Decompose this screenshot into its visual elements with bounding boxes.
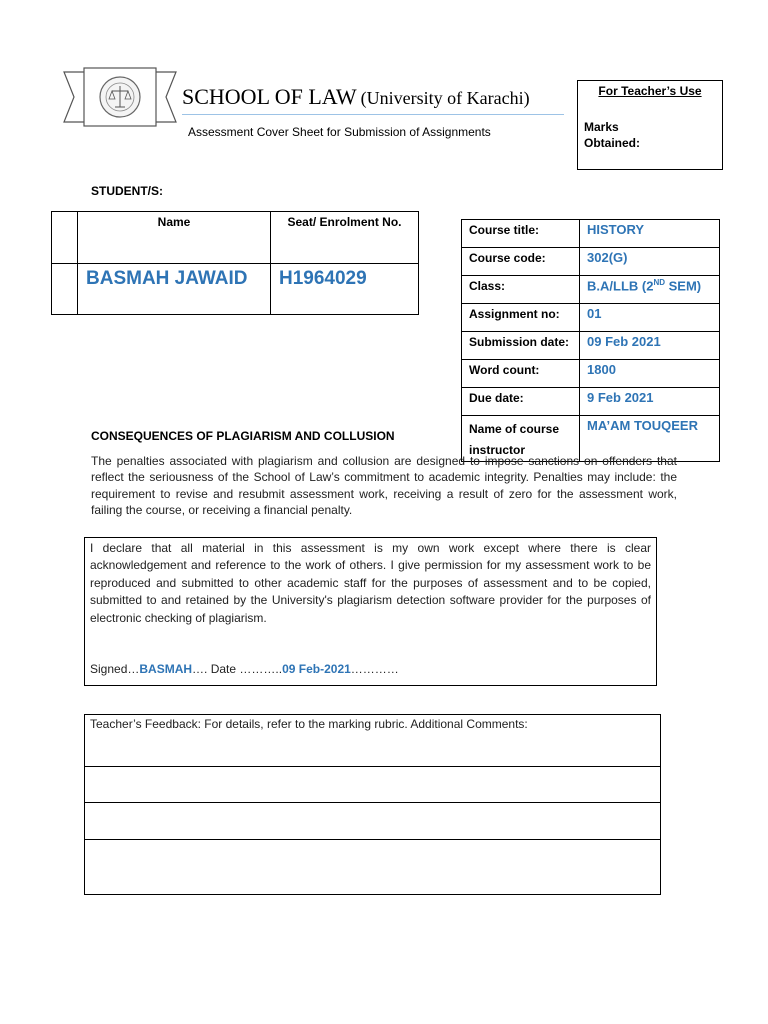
page-subtitle: Assessment Cover Sheet for Submission of Assignments [188, 125, 491, 139]
signed-date: 09 Feb-2021 [282, 662, 351, 676]
name-column-header: Name [78, 212, 271, 264]
submission-date-label: Submission date: [462, 332, 580, 360]
signature-line: Signed…BASMAH…. Date ………..09 Feb-2021………… [90, 662, 399, 676]
page-title: SCHOOL OF LAW (University of Karachi) [182, 84, 530, 109]
class-value: B.A/LLB (2ND SEM) [580, 276, 720, 304]
student-index-cell [52, 212, 78, 264]
feedback-row-divider [85, 839, 660, 840]
signed-name: BASMAH [139, 662, 193, 676]
teacher-use-box [577, 80, 723, 170]
student-seat-number: H1964029 [271, 264, 419, 315]
course-code-value: 302(G) [580, 248, 720, 276]
student-table [51, 211, 419, 315]
student-name: BASMAH JAWAID [78, 264, 271, 315]
teacher-feedback-label: Teacher’s Feedback: For details, refer to the marking rubric. Additional Comments: [90, 717, 528, 731]
assignment-no-value: 01 [580, 304, 720, 332]
instructor-value: MA’AM TOUQEER [580, 416, 720, 462]
feedback-row-divider [85, 802, 660, 803]
course-code-label: Course code: [462, 248, 580, 276]
instructor-label: Name of course instructor [462, 416, 580, 462]
assignment-no-label: Assignment no: [462, 304, 580, 332]
word-count-value: 1800 [580, 360, 720, 388]
marks-obtained-label: Marks Obtained: [584, 120, 640, 150]
student-index-cell [52, 264, 78, 315]
submission-date-value: 09 Feb 2021 [580, 332, 720, 360]
declaration-box [84, 537, 657, 686]
due-date-value: 9 Feb 2021 [580, 388, 720, 416]
course-title-value: HISTORY [580, 220, 720, 248]
plagiarism-paragraph: The penalties associated with plagiarism and collusion are designed to impose sanctions on offenders that reflect the seriousness of the School of Law’s commitment to academic integrity. Penalties may include: the requirement to revise and resubmit assessment work, receiving a result of zero for the assessment work, failing the course, or receiving a financial penalty. [91, 454, 677, 518]
title-divider [182, 114, 564, 115]
course-title-label: Course title: [462, 220, 580, 248]
teacher-use-heading: For Teacher’s Use [598, 84, 702, 98]
teacher-feedback-box [84, 714, 661, 895]
due-date-label: Due date: [462, 388, 580, 416]
plagiarism-heading: CONSEQUENCES OF PLAGIARISM AND COLLUSION [91, 429, 395, 443]
class-value-sup: ND [653, 278, 666, 287]
school-logo [62, 66, 178, 128]
word-count-label: Word count: [462, 360, 580, 388]
students-label: STUDENT/S: [91, 184, 163, 198]
declaration-text: I declare that all material in this assessment is my own work except where there is clear acknowledgement and reference to the work of others. I give permission for my assessment work to be reproduced and submitted to other academic staff for the purposes of assessment and to be copied, submitted to and retained by the University's plagiarism detection software provider for the purposes of electronic checking of plagiarism. [90, 541, 651, 625]
feedback-row-divider [85, 766, 660, 767]
class-label: Class: [462, 276, 580, 304]
course-info-table [461, 219, 720, 462]
page-title-sub: (University of Karachi) [360, 88, 530, 108]
seat-column-header: Seat/ Enrolment No. [271, 212, 419, 264]
